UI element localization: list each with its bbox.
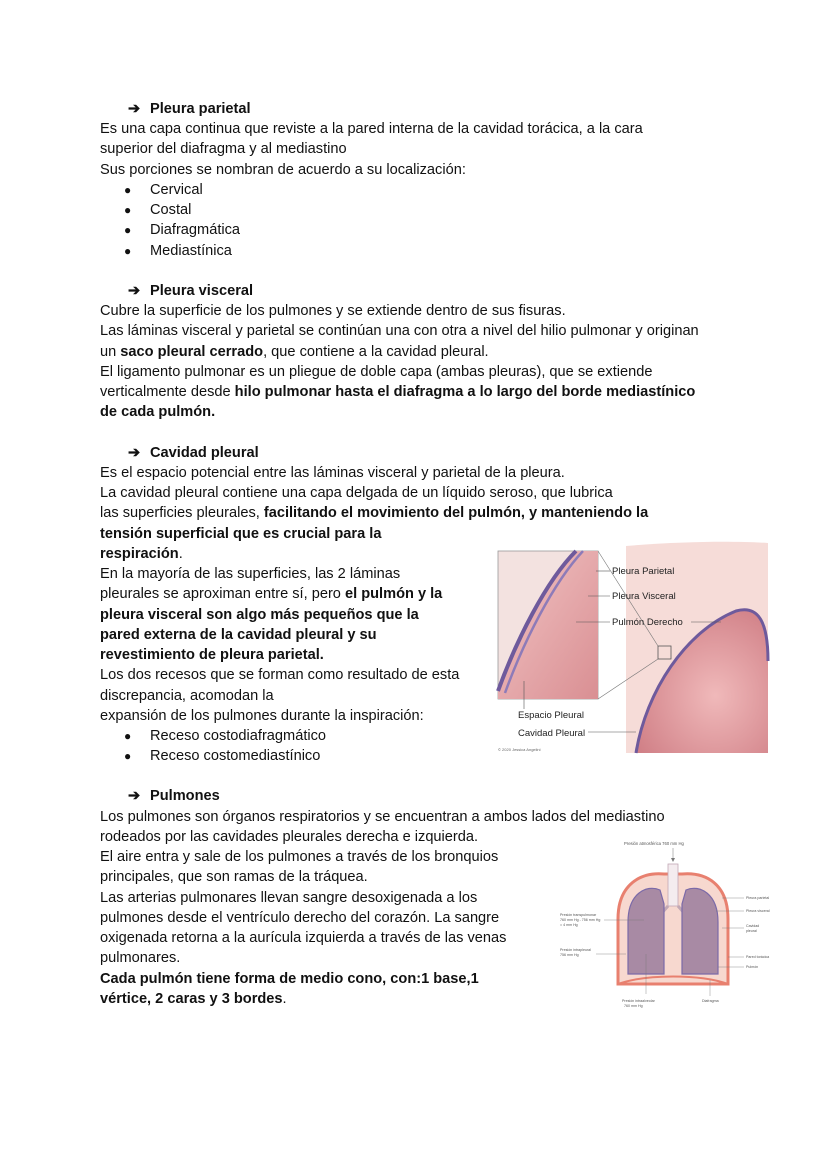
heading-pleura-parietal (128, 99, 251, 119)
paragraph-line: pulmonares. (100, 950, 181, 966)
paragraph-line: Sus porciones se nombran de acuerdo a su localización: (100, 162, 466, 178)
label-pulmon-derecho: Pulmón Derecho (612, 617, 683, 628)
paragraph-line: un saco pleural cerrado, que contiene a la cavidad pleural. (100, 344, 489, 360)
paragraph-line: El aire entra y sale de los pulmones a través de los bronquios (100, 849, 499, 865)
label-pleura-parietal: Pleura parietal (746, 896, 770, 900)
list-item: ● Receso costomediastínico (124, 748, 321, 764)
bullet-icon: ● (124, 203, 132, 217)
bullet-icon: ● (124, 749, 132, 763)
paragraph-line: rodeados por las cavidades pleurales derecha e izquierda. (100, 829, 479, 845)
paragraph-line: discrepancia, acomodan la (100, 688, 274, 704)
paragraph-line: tensión superficial que es crucial para la (100, 526, 382, 542)
list-item: ● Costal (124, 202, 192, 218)
paragraph-line: oxigenada retorna a la aurícula izquierda a través de las venas (100, 930, 507, 946)
paragraph-line: de cada pulmón. (100, 404, 216, 420)
label-pleura-parietal: Pleura Parietal (612, 566, 675, 577)
label-pulmon: Pulmón (746, 965, 759, 969)
svg-text:= 4 mm Hg: = 4 mm Hg (560, 923, 578, 927)
paragraph-line: pleurales se aproximan entre sí, pero el pulmón y la (100, 586, 443, 602)
label-espacio-pleural: Espacio Pleural (518, 710, 585, 721)
arrow-icon: ➔ (128, 101, 141, 117)
svg-text:760 mm Hg - 756 mm Hg: 760 mm Hg - 756 mm Hg (560, 918, 601, 922)
svg-text:756 mm Hg: 756 mm Hg (560, 953, 579, 957)
svg-text:760 mm Hg: 760 mm Hg (624, 1004, 643, 1008)
bullet-icon: ● (124, 223, 132, 237)
figure-credit: © 2020 Jessica Angelini (498, 747, 541, 752)
svg-text:pleural: pleural (746, 929, 757, 933)
heading-cavidad-pleural (128, 443, 259, 463)
list-item: ● Cervical (124, 182, 203, 198)
label-diafragma: Diafragma (702, 999, 719, 1003)
heading-text: Pleura visceral (150, 283, 254, 299)
bullet-icon: ● (124, 183, 132, 197)
label-pleura-visceral: Pleura visceral (746, 909, 770, 913)
list-item: ● Receso costodiafragmático (124, 728, 327, 744)
paragraph-line: las superficies pleurales, facilitando el movimiento del pulmón, y manteniendo la (100, 505, 649, 521)
arrow-icon: ➔ (128, 445, 141, 461)
bullet-icon: ● (124, 244, 132, 258)
list-item: ● Diafragmática (124, 222, 241, 238)
paragraph-line: Cubre la superficie de los pulmones y se extiende dentro de sus fisuras. (100, 303, 566, 319)
label-presion-intrapleural: Presión intrapleural (560, 948, 591, 952)
pleura-illustration (496, 541, 774, 759)
paragraph-line: principales, que son ramas de la tráquea. (100, 869, 368, 885)
paragraph-line: Los dos recesos que se forman como resultado de esta (100, 667, 460, 683)
paragraph-line: revestimiento de pleura parietal. (100, 647, 324, 663)
heading-text: Cavidad pleural (150, 445, 259, 461)
lung-right (682, 888, 718, 974)
label-cavidad-pleural: Cavidad (746, 924, 760, 928)
arrow-icon: ➔ (128, 788, 141, 804)
heading-text: Pleura parietal (150, 101, 251, 117)
paragraph-line: vértice, 2 caras y 3 bordes. (100, 991, 287, 1007)
arrow-icon: ➔ (128, 283, 141, 299)
paragraph-line: En la mayoría de las superficies, las 2 láminas (100, 566, 401, 582)
paragraph-line: Los pulmones son órganos respiratorios y se encuentran a ambos lados del mediastino (100, 809, 665, 825)
label-presion-transpulmonar: Presión transpulmonar (560, 913, 597, 917)
arrow-down-icon (671, 858, 675, 862)
heading-pleura-visceral (128, 281, 253, 301)
lungs-pressure-diagram (556, 834, 786, 1014)
bullet-icon: ● (124, 729, 132, 743)
paragraph-line: superior del diafragma y al mediastino (100, 141, 347, 157)
heading-pulmones (128, 786, 220, 806)
paragraph-line: Cada pulmón tiene forma de medio cono, con:1 base,1 (100, 971, 479, 987)
paragraph-line: Las láminas visceral y parietal se continúan una con otra a nivel del hilio pulmonar y originan (100, 323, 699, 339)
paragraph-line: pulmones desde el ventrículo derecho del corazón. La sangre (100, 910, 500, 926)
paragraph-line: El ligamento pulmonar es un pliegue de doble capa (ambas pleuras), que se extiende (100, 364, 653, 380)
paragraph-line: respiración. (100, 546, 183, 562)
label-presion-intraalveolar: Presión intraalveolar (622, 999, 655, 1003)
paragraph-line: Es el espacio potencial entre las láminas visceral y parietal de la pleura. (100, 465, 565, 481)
label-presion-atmosferica: Presión atmosférica 760 mm Hg (624, 841, 684, 846)
paragraph-line: Las arterias pulmonares llevan sangre desoxigenada a los (100, 890, 478, 906)
paragraph-line: pleura visceral son algo más pequeños que la (100, 607, 419, 623)
heading-text: Pulmones (150, 788, 220, 804)
trachea (668, 864, 678, 906)
label-pared-toracica: Pared torácica (746, 955, 770, 959)
paragraph-line: La cavidad pleural contiene una capa delgada de un líquido seroso, que lubrica (100, 485, 613, 501)
label-pleura-visceral: Pleura Visceral (612, 591, 676, 602)
paragraph-line: verticalmente desde hilo pulmonar hasta el diafragma a lo largo del borde mediastínico (100, 384, 696, 400)
paragraph-line: Es una capa continua que reviste a la pared interna de la cavidad torácica, a la cara (100, 121, 643, 137)
list-item: ● Mediastínica (124, 243, 232, 259)
paragraph-line: expansión de los pulmones durante la inspiración: (100, 708, 424, 724)
paragraph-line: pared externa de la cavidad pleural y su (100, 627, 377, 643)
label-cavidad-pleural: Cavidad Pleural (518, 728, 586, 739)
